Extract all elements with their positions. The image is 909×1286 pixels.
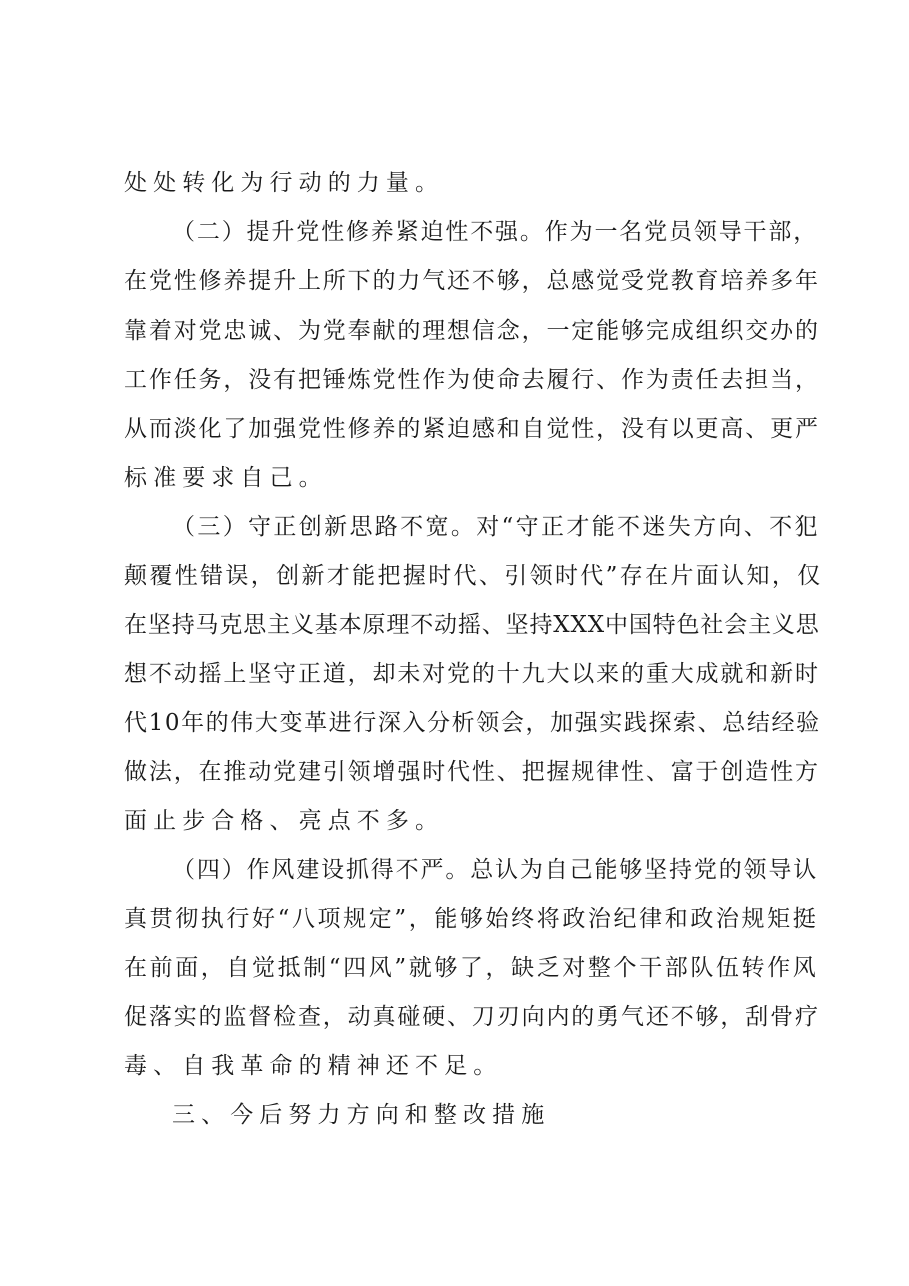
paragraph-line: 从而淡化了加强党性修养的紧迫感和自觉性，没有以更高、更严 xyxy=(124,416,820,442)
paragraph-line: 颠覆性错误，创新才能把握时代、引领时代”存在片面认知，仅 xyxy=(124,563,823,589)
paragraph-heading-line: （四）作风建设抓得不严。总认为自己能够坚持党的领导认 xyxy=(172,857,819,883)
paragraph-line: 靠着对党忠诚、为党奉献的理想信念，一定能够完成组织交办的 xyxy=(124,318,820,344)
paragraph-line: 处处转化为行动的力量。 xyxy=(124,170,445,196)
paragraph-line: 在前面，自觉抵制“四风”就够了，缺乏对整个干部队伍转作风 xyxy=(124,955,819,981)
paragraph-heading-line: （二）提升党性修养紧迫性不强。作为一名党员领导干部， xyxy=(172,219,819,245)
paragraph-line: 标准要求自己。 xyxy=(124,465,328,491)
paragraph-line: 促落实的监督检查，动真碰硬、刀刃向内的勇气还不够，刮骨疗 xyxy=(124,1004,820,1030)
paragraph-line: 真贯彻执行好“八项规定”，能够始终将政治纪律和政治规矩挺 xyxy=(124,906,819,932)
paragraph-line: 在党性修养提升上所下的力气还不够，总感觉受党教育培养多年 xyxy=(124,268,820,294)
section-heading: 三、今后努力方向和整改措施 xyxy=(172,1102,551,1128)
paragraph-line: 毒、自我革命的精神还不足。 xyxy=(124,1053,503,1079)
paragraph-heading-line: （三）守正创新思路不宽。对“守正才能不迷失方向、不犯 xyxy=(172,514,820,540)
paragraph-line: 想不动摇上坚守正道，却未对党的十九大以来的重大成就和新时 xyxy=(124,661,820,687)
paragraph-line: 代10年的伟大变革进行深入分析领会，加强实践探索、总结经验 xyxy=(124,710,821,736)
paragraph-line: 工作任务，没有把锤炼党性作为使命去履行、作为责任去担当， xyxy=(124,367,820,393)
paragraph-line: 在坚持马克思主义基本原理不动摇、坚持XXX中国特色社会主义思 xyxy=(124,612,820,638)
paragraph-line: 做法，在推动党建引领增强时代性、把握规律性、富于创造性方 xyxy=(124,759,820,785)
paragraph-line: 面止步合格、亮点不多。 xyxy=(124,808,445,834)
